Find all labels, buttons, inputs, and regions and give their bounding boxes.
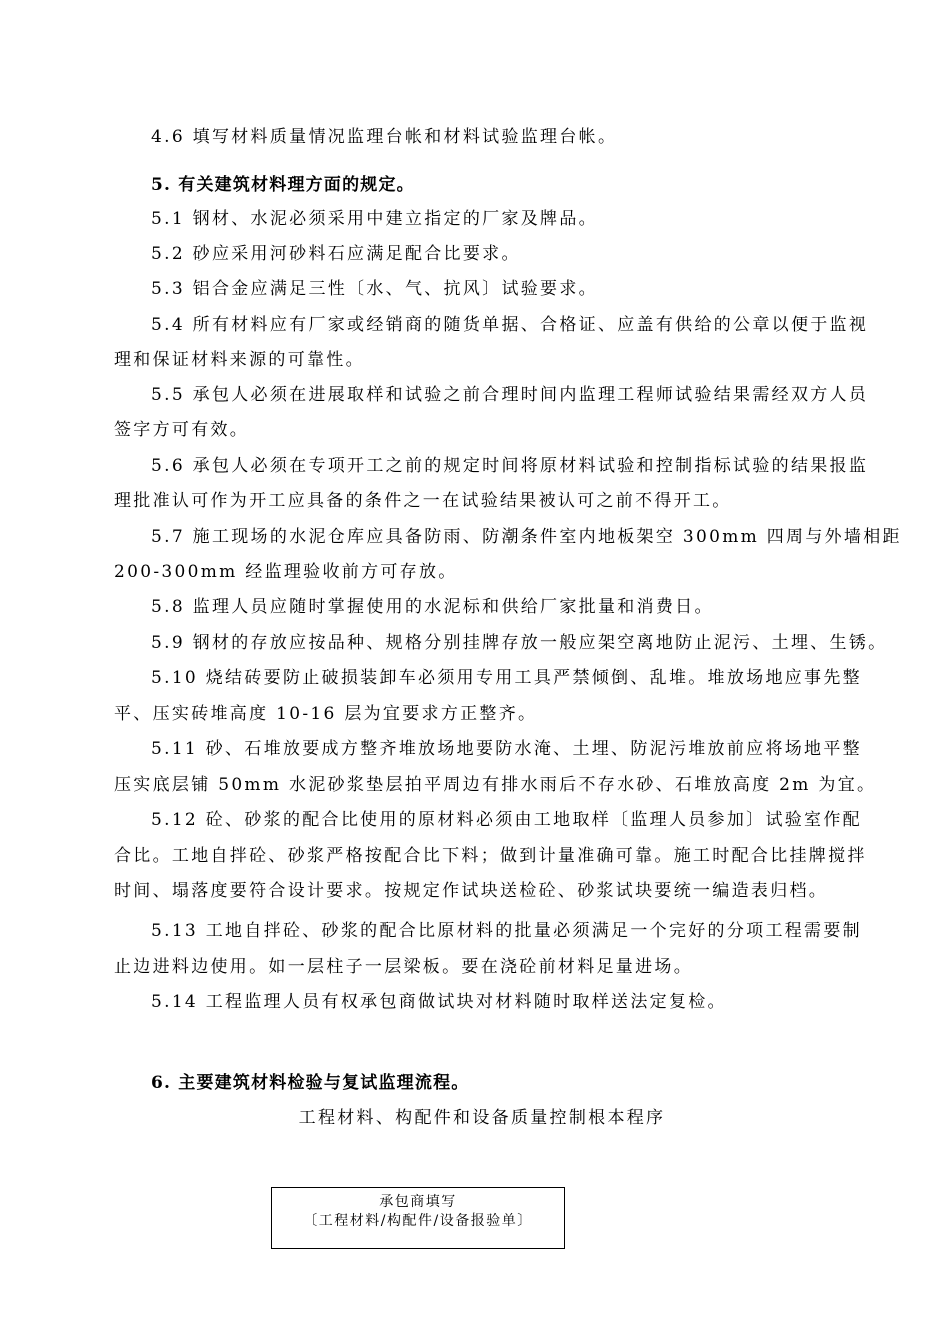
- item-5-14: 5.14 工程监理人员有权承包商做试块对材料随时取样送法定复检。: [151, 992, 727, 1012]
- item-5-13: 5.13 工地自拌砼、砂浆的配合比原材料的批量必须满足一个完好的分项工程需要制: [151, 921, 862, 941]
- flow-step-line-2: 〔工程材料/构配件/设备报验单〕: [303, 1213, 533, 1229]
- item-5-4: 5.4 所有材料应有厂家或经销商的随货单据、合格证、应盖有供给的公章以便于监视: [151, 315, 869, 335]
- flow-chart-title: 工程材料、构配件和设备质量控制根本程序: [298, 1108, 666, 1128]
- item-5-6: 5.6 承包人必须在专项开工之前的规定时间将原材料试验和控制指标试验的结果报监: [151, 456, 869, 476]
- item-5-12-cont-1: 合比。工地自拌砼、砂浆严格按配合比下料；做到计量准确可靠。施工时配合比挂牌搅拌: [114, 846, 867, 866]
- section-5-heading: 5. 有关建筑材料理方面的规定。: [151, 175, 415, 195]
- flow-step-box: [271, 1187, 565, 1249]
- item-5-1: 5.1 钢材、水泥必须采用中建立指定的厂家及牌品。: [151, 209, 598, 229]
- item-5-12: 5.12 砼、砂浆的配合比使用的原材料必须由工地取样〔监理人员参加〕试验室作配: [151, 810, 862, 830]
- item-5-10: 5.10 烧结砖要防止破损装卸车必须用专用工具严禁倾倒、乱堆。堆放场地应事先整: [151, 668, 862, 688]
- flow-step-line-1: 承包商填写: [379, 1194, 457, 1210]
- item-5-7-cont: 200-300mm 经监理验收前方可存放。: [114, 562, 458, 582]
- item-5-5: 5.5 承包人必须在进展取样和试验之前合理时间内监理工程师试验结果需经双方人员: [151, 385, 869, 405]
- item-5-11: 5.11 砂、石堆放要成方整齐堆放场地要防水淹、土埋、防泥污堆放前应将场地平整: [151, 739, 862, 759]
- item-5-9: 5.9 钢材的存放应按品种、规格分别挂牌存放一般应架空离地防止泥污、土埋、生锈。: [151, 633, 888, 653]
- item-5-6-cont: 理批准认可作为开工应具备的条件之一在试验结果被认可之前不得开工。: [114, 491, 732, 511]
- item-5-4-cont: 理和保证材料来源的可靠性。: [114, 350, 365, 370]
- section-6-heading: 6. 主要建筑材料检验与复试监理流程。: [151, 1073, 470, 1093]
- item-5-13-cont: 止边进料边使用。如一层柱子一层梁板。要在浇砼前材料足量进场。: [114, 957, 693, 977]
- item-5-8: 5.8 监理人员应随时掌握使用的水泥标和供给厂家批量和消费日。: [151, 597, 714, 617]
- item-5-12-cont-2: 时间、塌落度要符合设计要求。按规定作试块送检砼、砂浆试块要统一编造表归档。: [114, 881, 829, 901]
- item-4-6: 4.6 填写材料质量情况监理台帐和材料试验监理台帐。: [151, 127, 618, 147]
- item-5-11-cont: 压实底层铺 50mm 水泥砂浆垫层拍平周边有排水雨后不存水砂、石堆放高度 2m 为宜。: [114, 775, 877, 795]
- item-5-3: 5.3 铝合金应满足三性〔水、气、抗风〕试验要求。: [151, 279, 598, 299]
- item-5-10-cont: 平、压实砖堆高度 10-16 层为宜要求方正整齐。: [114, 704, 538, 724]
- item-5-7: 5.7 施工现场的水泥仓库应具备防雨、防潮条件室内地板架空 300mm 四周与外墙相距: [151, 527, 902, 547]
- item-5-5-cont: 签字方可有效。: [114, 420, 250, 440]
- item-5-2: 5.2 砂应采用河砂料石应满足配合比要求。: [151, 244, 521, 264]
